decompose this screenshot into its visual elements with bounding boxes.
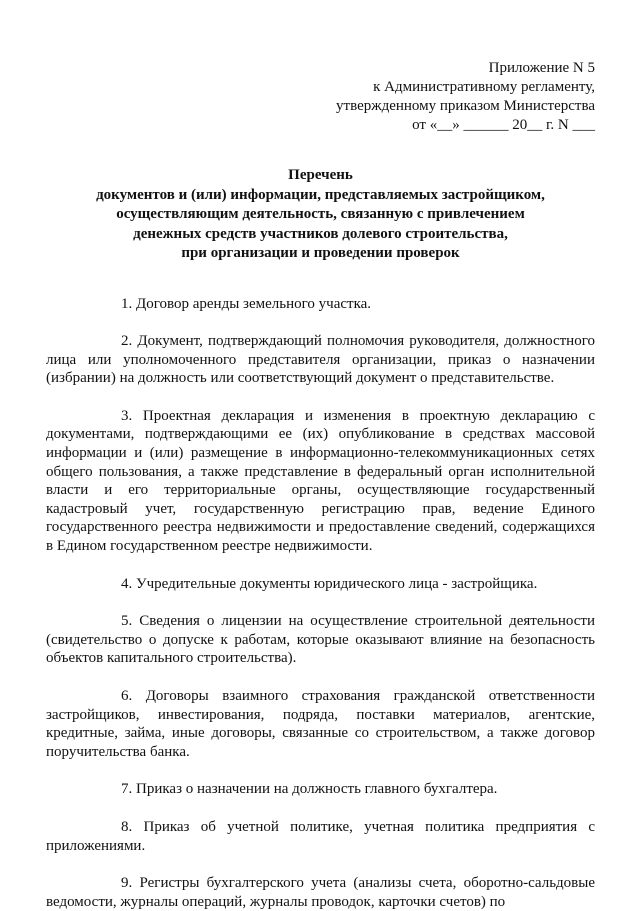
appendix-header (46, 59, 595, 135)
list-item: 9. Регистры бухгалтерского учета (анализы счета, оборотно-сальдовые ведомости, журналы операций, журналы проводок, карточки счетов) по (46, 874, 595, 911)
document-title (46, 166, 595, 264)
title-line: Перечень (46, 166, 595, 186)
appendix-regulation-ref: к Административному регламенту, (46, 78, 595, 97)
title-line: документов и (или) информации, представляемых застройщиком, (46, 186, 595, 206)
list-item: 1. Договор аренды земельного участка. (46, 295, 595, 314)
list-item: 2. Документ, подтверждающий полномочия руководителя, должностного лица или уполномоченного представителя организации, приказ о назначении (избрании) на должность или соответствующий документ о представительстве. (46, 332, 595, 388)
appendix-order-date: от «__» ______ 20__ г. N ___ (46, 116, 595, 135)
list-item: 6. Договоры взаимного страхования гражданской ответственности застройщиков, инвестирования, подряда, поставки материалов, агентские, кредитные, займа, иные договоры, связанные со строительством, а также договор поручительства банка. (46, 687, 595, 761)
title-line: денежных средств участников долевого строительства, (46, 225, 595, 245)
appendix-number: Приложение N 5 (46, 59, 595, 78)
appendix-approval-ref: утвержденному приказом Министерства (46, 97, 595, 116)
title-line: осуществляющим деятельность, связанную с привлечением (46, 205, 595, 225)
documents-list (46, 295, 595, 911)
title-line: при организации и проведении проверок (46, 244, 595, 264)
list-item: 3. Проектная декларация и изменения в проектную декларацию с документами, подтверждающими ее (их) опубликование в средствах массовой информации и (или) размещение в информационно-телекоммуникационных сетях общего пользования, а также представление в федеральный орган исполнительной власти и его территориальные органы, осуществляющие государственный кадастровый учет, государственную регистрацию прав, ведение Единого государственного реестра недвижимости и предоставление сведений, содержащихся в Едином государственном реестре недвижимости. (46, 407, 595, 556)
list-item: 4. Учредительные документы юридического лица - застройщика. (46, 575, 595, 594)
list-item: 5. Сведения о лицензии на осуществление строительной деятельности (свидетельство о допуске к работам, которые оказывают влияние на безопасность объектов капитального строительства). (46, 612, 595, 668)
list-item: 8. Приказ об учетной политике, учетная политика предприятия с приложениями. (46, 818, 595, 855)
list-item: 7. Приказ о назначении на должность главного бухгалтера. (46, 780, 595, 799)
